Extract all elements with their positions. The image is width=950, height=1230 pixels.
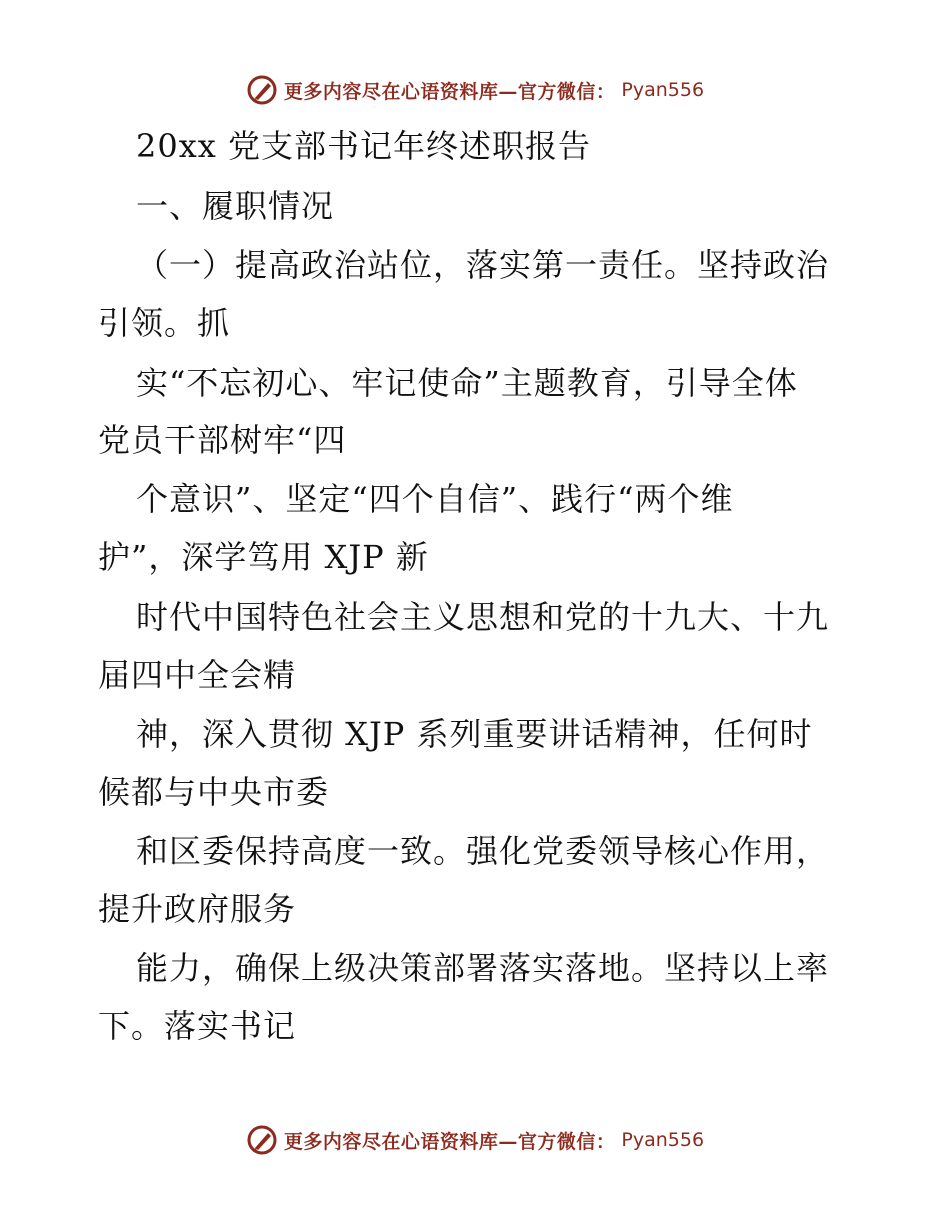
body-line: 提升政府服务: [98, 890, 297, 928]
body-line: 个意识”、坚定“四个自信”、践行“两个维: [136, 480, 734, 518]
body-line: 届四中全会精: [98, 656, 297, 694]
document-title: 20xx 党支部书记年终述职报告: [136, 127, 591, 165]
section-heading: 一、履职情况: [136, 187, 335, 225]
body-line: （一）提高政治站位，落实第一责任。坚持政治: [136, 246, 830, 284]
body-line: 和区委保持高度一致。强化党委领导核心作用，: [136, 832, 830, 870]
body-line: 候都与中央市委: [98, 773, 330, 811]
body-line: 下。落实书记: [98, 1007, 297, 1045]
body-line: 时代中国特色社会主义思想和党的十九大、十九: [136, 598, 830, 636]
body-line: 党员干部树牢“四: [98, 421, 347, 459]
watermark-text: 更多内容尽在心语资料库—官方微信：: [283, 80, 616, 103]
quill-logo-icon: [246, 74, 278, 106]
watermark-header: [0, 70, 950, 110]
watermark-text: 更多内容尽在心语资料库—官方微信：: [283, 1130, 616, 1153]
watermark-wechat-id: Pyan556: [621, 79, 705, 101]
watermark-footer: [0, 1120, 950, 1160]
body-line: 能力，确保上级决策部署落实落地。坚持以上率: [136, 949, 830, 987]
body-line: 护”，深学笃用 XJP 新: [98, 538, 429, 576]
quill-logo-icon: [246, 1124, 278, 1156]
body-line: 神，深入贯彻 XJP 系列重要讲话精神，任何时: [136, 715, 813, 753]
watermark-wechat-id: Pyan556: [621, 1129, 705, 1151]
body-line: 实“不忘初心、牢记使命”主题教育，引导全体: [136, 364, 798, 402]
body-line: 引领。抓: [98, 304, 231, 342]
